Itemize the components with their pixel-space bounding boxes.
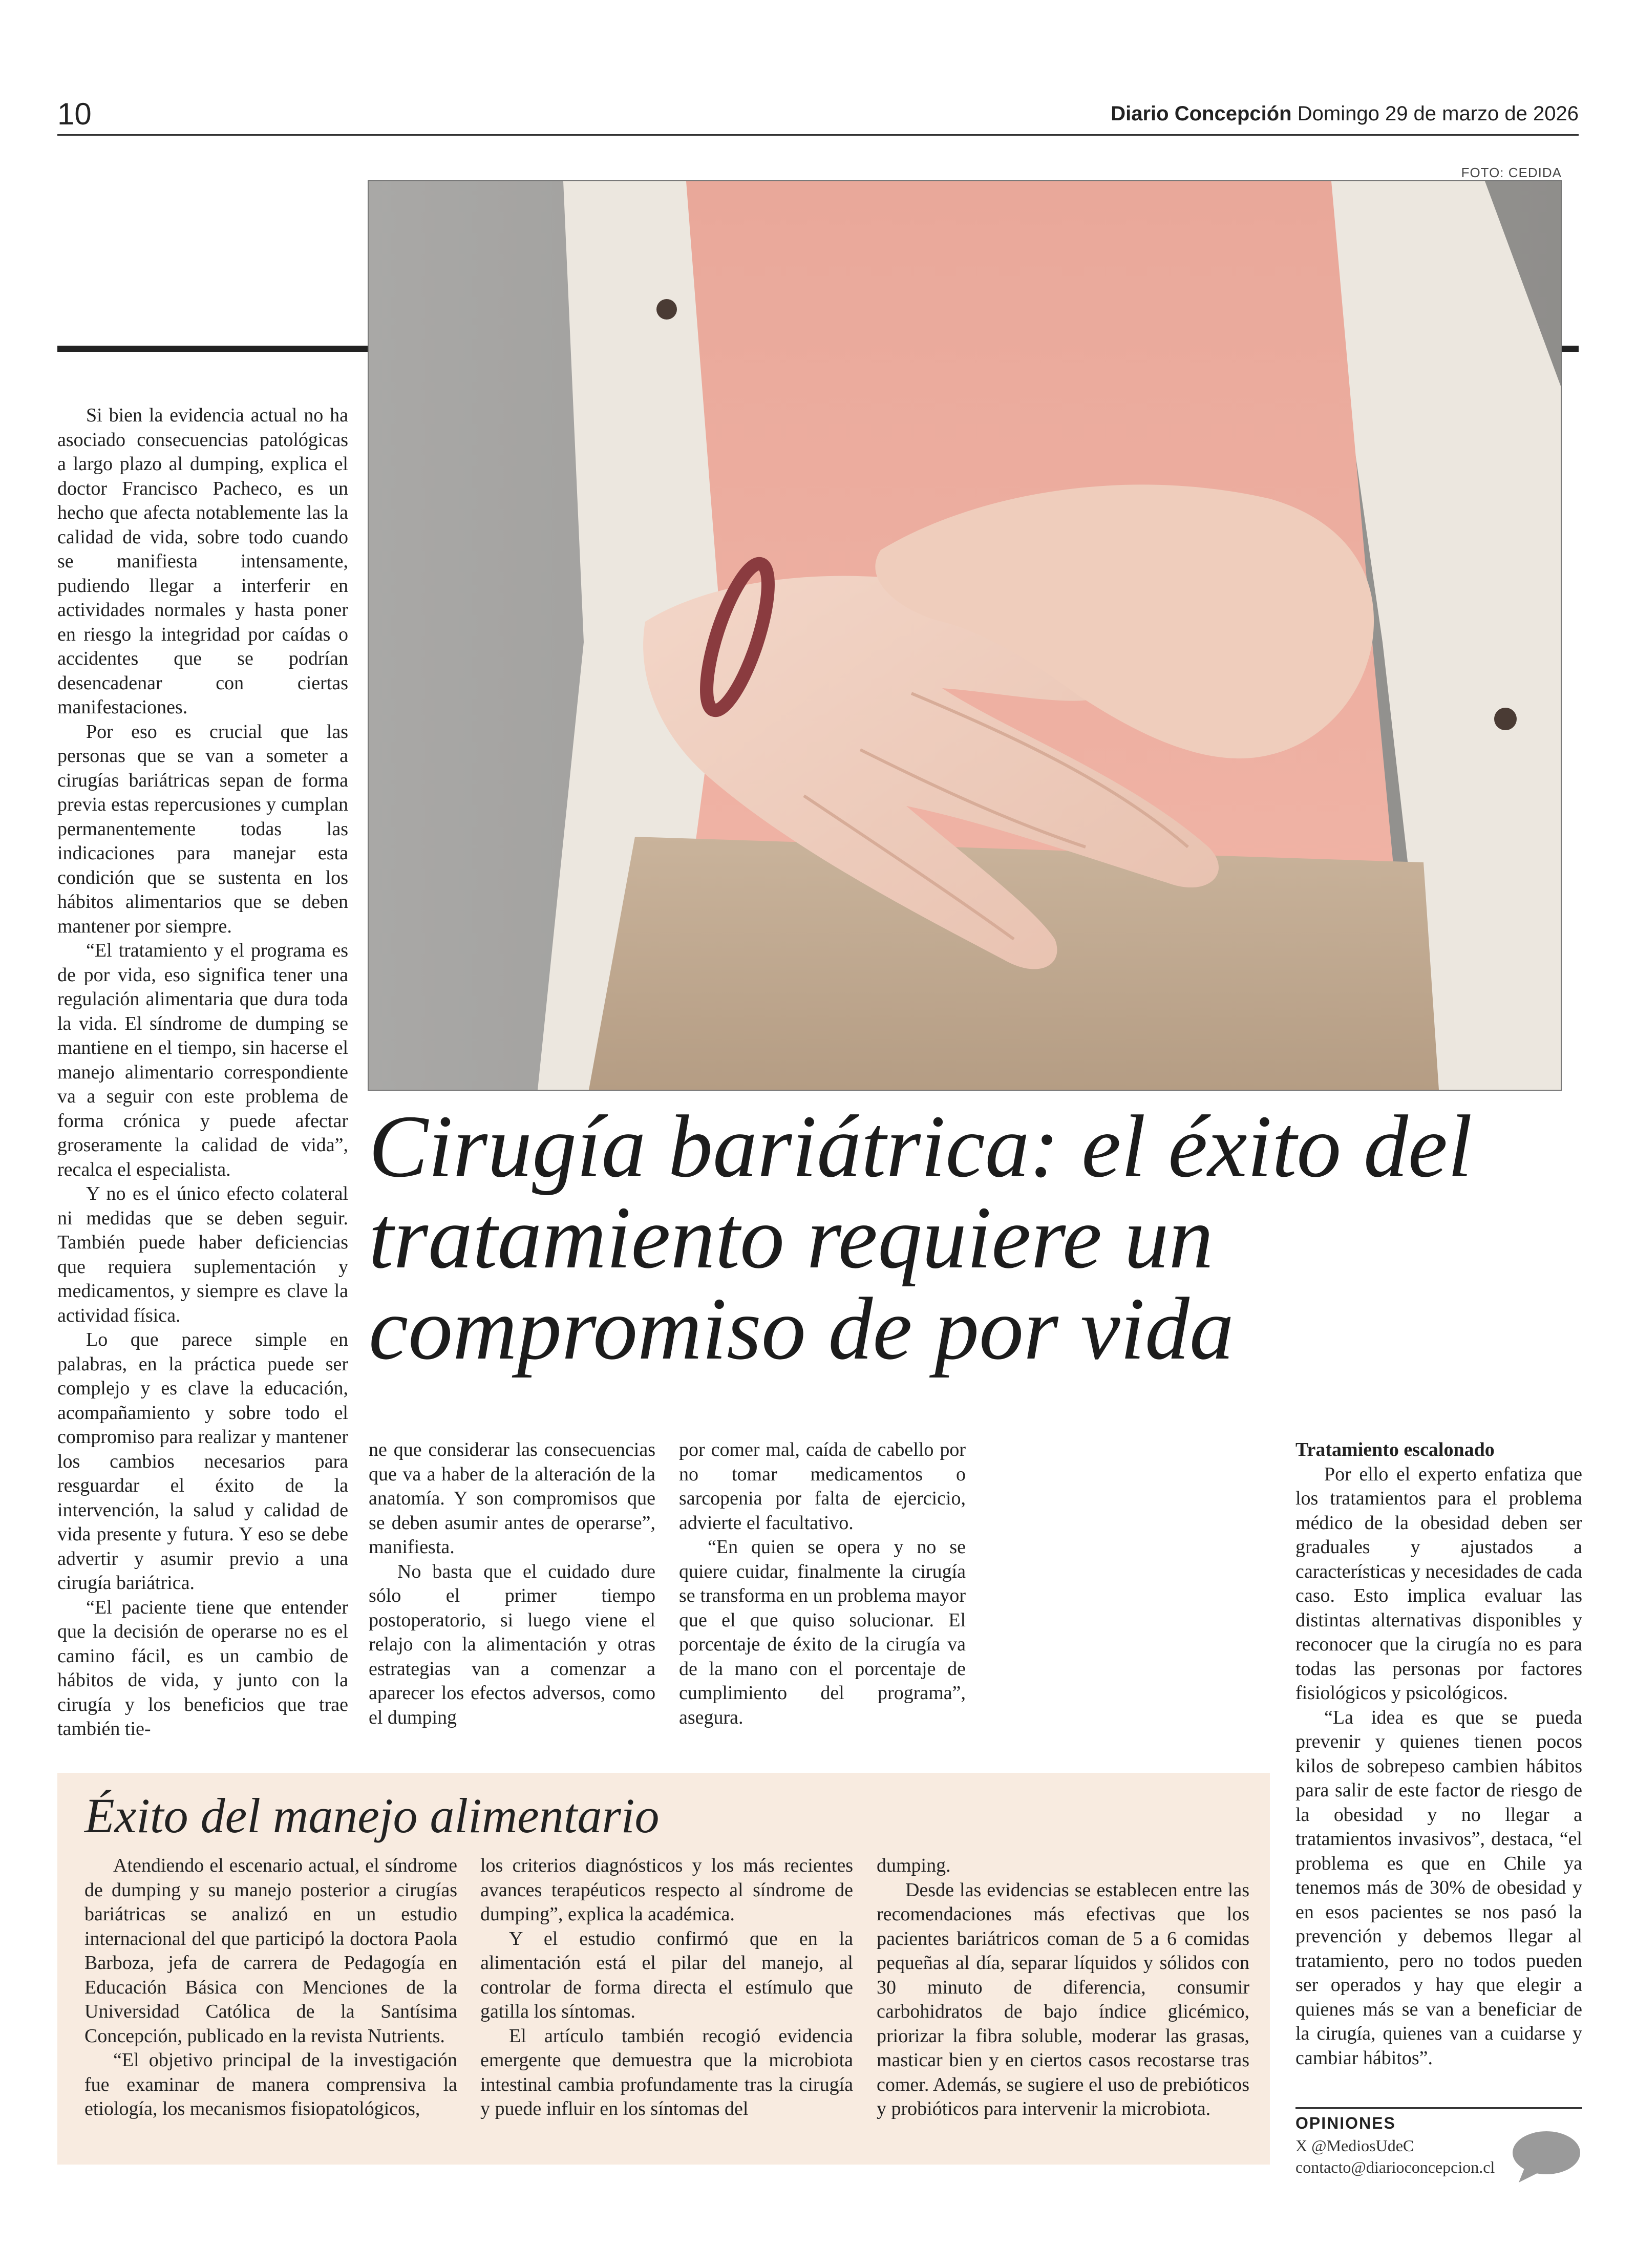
article-paragraph: “En quien se opera y no se quiere cuidar, finalmente la cirugía se transforma en un problema mayor que el que quiso solucionar. El porcentaje de éxito de la cirugía va de la mano con el porcentaje de cumplimiento del programa”, asegura.	[679, 1536, 966, 1728]
box-paragraph: Atendiendo el escenario actual, el síndrome de dumping y su manejo posterior a cirugías bariátricas se analizó en un estudio internacional del que participó la doctora Paola Barboza, jefa de carrera de Pedagogía en Educación Básica con Menciones de la Universidad Católica de la Santísima Concepción, publicado en la revista Nutrients.	[84, 1855, 457, 2047]
article-column-c	[679, 1438, 966, 1730]
box-column-2	[480, 1854, 853, 2122]
article-paragraph: Por ello el experto enfatiza que los tratamientos para el problema médico de la obesidad deben ser graduales y ajustados a características y necesidades de cada caso. Esto implica evaluar las distintas alternativas disponibles y reconocer que la cirugía no es para todas las personas por factores fisiológicos y psicológicos.	[1295, 1463, 1582, 1704]
article-paragraph: “La idea es que se pueda prevenir y quienes tienen pocos kilos de sobrepeso cambien hábitos para salir de este factor de riesgo de la obesidad y no llegar a tratamientos invasivos”, destaca, “el problema es que en Chile ya tenemos más de 30% de obesidad y en esos pacientes se nos pasó la prevención y debemos llegar al tratamiento, pero no todos pueden ser operados y hay que elegir a quienes más se van a beneficiar de la cirugía, quienes van a cuidarse y cambiar hábitos”.	[1295, 1706, 1582, 2069]
photo-credit: FOTO: CEDIDA	[1461, 165, 1562, 180]
article-paragraph: Si bien la evidencia actual no ha asociado consecuencias patológicas a largo plazo al dumping, explica el doctor Francisco Pacheco, es un hecho que afecta notablemente las la calidad de vida, sobre todo cuando se manifiesta intensamente, pudiendo llegar a interferir en actividades normales y hasta poner en riesgo la integridad por caídas o accidentes que se podrían desencadenar con ciertas manifestaciones.	[57, 405, 348, 718]
box-title: Éxito del manejo alimentario	[84, 1788, 660, 1843]
box-paragraph: los criterios diagnósticos y los más recientes avances terapéuticos respecto al síndrome de dumping”, explica la académica.	[480, 1855, 853, 1925]
opiniones-twitter[interactable]: X @MediosUdeC	[1295, 2136, 1414, 2155]
article-paragraph: Por eso es crucial que las personas que se van a someter a cirugías bariátricas sepan de forma previa estas repercusiones y cumplan permanentemente todas las indicaciones para manejar esta condición que se sustenta en los hábitos alimentarios que se deben mantener por siempre.	[57, 720, 348, 937]
opiniones-rule	[1295, 2107, 1582, 2109]
opiniones-email[interactable]: contacto@diarioconcepcion.cl	[1295, 2158, 1495, 2176]
section-rule-right	[1562, 346, 1579, 352]
publication-date: Domingo 29 de marzo de 2026	[1297, 102, 1579, 125]
article-paragraph: Y no es el único efecto colateral ni medidas que se deben seguir. También puede haber deficiencias que requiera suplementación y medicamentos, y siempre es clave la actividad física.	[57, 1183, 348, 1326]
article-paragraph: por comer mal, caída de cabello por no tomar medicamentos o sarcopenia por falta de ejercicio, advierte el facultativo.	[679, 1439, 966, 1534]
section-subhead: Tratamiento escalonado	[1295, 1439, 1495, 1460]
masthead	[1111, 102, 1579, 125]
opiniones-title: OPINIONES	[1295, 2114, 1396, 2132]
headline: Cirugía bariátrica: el éxito del tratamiento requiere un compromiso de por vida	[369, 1097, 1473, 1378]
article-paragraph: “El tratamiento y el programa es de por vida, eso significa tener una regulación alimentaria que dura toda la vida. El síndrome de dumping se mantiene en el tiempo, sin hacerse el manejo alimentario correspondiente va a seguir con este problema de forma crónica y puede afectar groseramente la calidad de vida”, recalca el especialista.	[57, 940, 348, 1180]
page-number: 10	[57, 97, 92, 131]
box-paragraph: Desde las evidencias se establecen entre las recomendaciones más efectivas que los pacientes bariátricos coman de 5 a 6 comidas pequeñas al día, separar líquidos y sólidos con 30 minuto de diferencia, consumir carbohidratos de bajo índice glicémico, priorizar la fibra soluble, moderar las grasas, masticar bien y en ciertos casos recostarse tras comer. Además, se sugiere el uso de prebióticos y probióticos para intervenir la microbiota.	[877, 1879, 1249, 2119]
article-column-left	[57, 404, 348, 1742]
article-column-right	[1295, 1438, 1582, 2070]
header-rule	[57, 134, 1579, 136]
article-paragraph: “El paciente tiene que entender que la decisión de operarse no es el camino fácil, es un cambio de hábitos de vida, y junto con la cirugía y los beneficios que trae también tie-	[57, 1596, 348, 1740]
speech-bubble-icon	[1510, 2129, 1581, 2186]
publication-name: Diario Concepción	[1111, 102, 1292, 125]
stomach-pain-photo	[368, 180, 1562, 1091]
box-column-3	[877, 1854, 1249, 2122]
box-column-1	[84, 1854, 457, 2122]
box-paragraph: “El objetivo principal de la investigación fue examinar de manera comprensiva la etiología, los mecanismos fisiopatológicos,	[84, 2049, 457, 2119]
article-paragraph: No basta que el cuidado dure sólo el primer tiempo postoperatorio, si luego viene el relajo con la alimentación y otras estrategias van a comenzar a aparecer los efectos adversos, como el dumping	[369, 1560, 655, 1728]
article-column-b	[369, 1438, 655, 1730]
box-paragraph: dumping.	[877, 1855, 951, 1876]
section-rule-left	[57, 346, 368, 352]
article-paragraph: Lo que parece simple en palabras, en la práctica puede ser complejo y es clave la educación, acompañamiento y sobre todo el compromiso para realizar y mantener los cambios necesarios para resguardar el éxito de la intervención, la salud y calidad de vida presente y futura. Y eso se debe advertir y asumir previo a una cirugía bariátrica.	[57, 1329, 348, 1594]
box-paragraph: Y el estudio confirmó que en la alimentación está el pilar del manejo, al controlar de forma directa el estímulo que gatilla los síntomas.	[480, 1927, 853, 2022]
article-paragraph: ne que considerar las consecuencias que va a haber de la alteración de la anatomía. Y son compromisos que se deben asumir antes de operarse”, manifiesta.	[369, 1439, 655, 1558]
box-paragraph: El artículo también recogió evidencia emergente que demuestra que la microbiota intestinal cambia profundamente tras la cirugía y puede influir en los síntomas del	[480, 2025, 853, 2119]
